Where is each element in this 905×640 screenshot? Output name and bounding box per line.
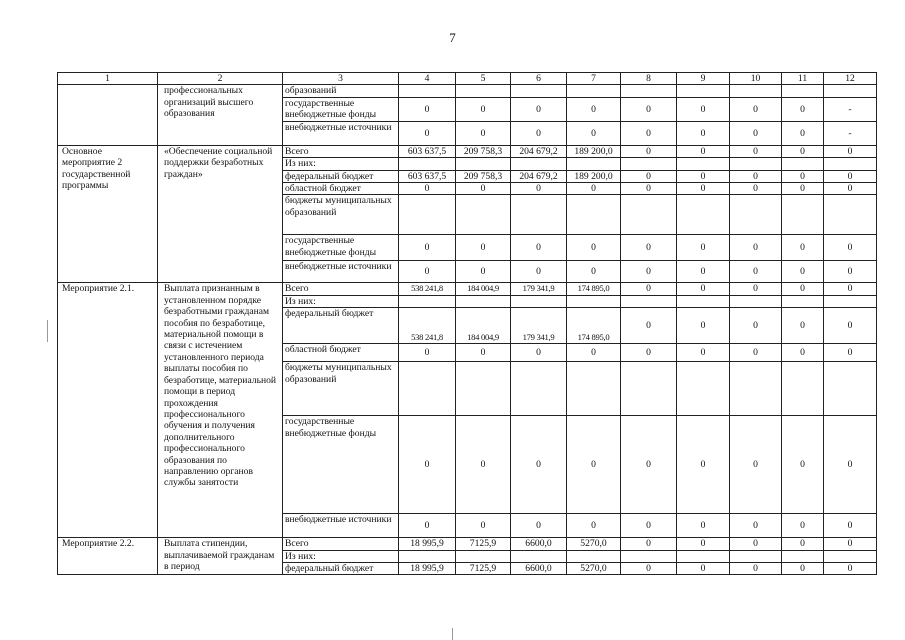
value-cell: 0 bbox=[399, 261, 456, 283]
value-cell bbox=[511, 550, 567, 562]
column-header: 7 bbox=[567, 73, 621, 85]
funding-source-cell: Всего bbox=[283, 538, 399, 550]
value-cell bbox=[511, 362, 567, 416]
funding-source-cell: образований bbox=[283, 85, 399, 97]
value-cell bbox=[456, 85, 511, 97]
value-cell: 0 bbox=[511, 121, 567, 145]
value-cell: 0 bbox=[621, 121, 677, 145]
funding-source-cell: Из них: bbox=[283, 295, 399, 307]
measure-code-cell: Основное мероприятие 2 государственной программы bbox=[58, 145, 158, 283]
value-cell: 0 bbox=[511, 235, 567, 261]
column-header: 10 bbox=[730, 73, 782, 85]
value-cell bbox=[730, 550, 782, 562]
column-header: 11 bbox=[782, 73, 824, 85]
value-cell: 204 679,2 bbox=[511, 145, 567, 157]
value-cell: 184 004,9 bbox=[456, 283, 511, 295]
funding-source-cell: федеральный бюджет bbox=[283, 170, 399, 182]
value-cell: 0 bbox=[677, 283, 730, 295]
value-cell bbox=[621, 85, 677, 97]
value-cell: 0 bbox=[824, 235, 877, 261]
value-cell bbox=[399, 85, 456, 97]
value-cell bbox=[511, 295, 567, 307]
scan-mark bbox=[47, 320, 48, 342]
value-cell: 0 bbox=[399, 344, 456, 362]
value-cell: 0 bbox=[677, 235, 730, 261]
value-cell: 0 bbox=[782, 97, 824, 121]
value-cell: 184 004,9 bbox=[456, 308, 511, 344]
value-cell: - bbox=[824, 97, 877, 121]
value-cell: 0 bbox=[456, 416, 511, 514]
value-cell bbox=[824, 85, 877, 97]
value-cell: 0 bbox=[730, 121, 782, 145]
value-cell bbox=[824, 195, 877, 235]
value-cell bbox=[677, 362, 730, 416]
column-header: 12 bbox=[824, 73, 877, 85]
value-cell: 0 bbox=[511, 261, 567, 283]
value-cell bbox=[782, 158, 824, 170]
value-cell: 0 bbox=[511, 416, 567, 514]
value-cell bbox=[824, 362, 877, 416]
measure-code-cell: Мероприятие 2.2. bbox=[58, 538, 158, 575]
value-cell bbox=[782, 550, 824, 562]
table-row bbox=[58, 283, 877, 295]
value-cell: 18 995,9 bbox=[399, 563, 456, 575]
value-cell: 0 bbox=[621, 344, 677, 362]
value-cell: 0 bbox=[730, 538, 782, 550]
value-cell: 0 bbox=[677, 514, 730, 538]
funding-source-cell: Всего bbox=[283, 283, 399, 295]
value-cell: 0 bbox=[567, 121, 621, 145]
value-cell: 0 bbox=[824, 283, 877, 295]
funding-source-cell: федеральный бюджет bbox=[283, 308, 399, 344]
value-cell: 0 bbox=[456, 261, 511, 283]
value-cell: 0 bbox=[824, 563, 877, 575]
value-cell bbox=[730, 158, 782, 170]
value-cell bbox=[730, 85, 782, 97]
value-cell: 0 bbox=[824, 308, 877, 344]
value-cell: 0 bbox=[730, 235, 782, 261]
value-cell: 0 bbox=[567, 344, 621, 362]
value-cell bbox=[399, 550, 456, 562]
value-cell: 0 bbox=[399, 514, 456, 538]
value-cell bbox=[567, 295, 621, 307]
value-cell bbox=[677, 550, 730, 562]
value-cell bbox=[511, 195, 567, 235]
value-cell: 0 bbox=[730, 514, 782, 538]
funding-source-cell: государственные внебюджетные фонды bbox=[283, 235, 399, 261]
page-number: 7 bbox=[449, 30, 456, 45]
value-cell: 179 341,9 bbox=[511, 308, 567, 344]
value-cell: 0 bbox=[621, 235, 677, 261]
value-cell: 209 758,3 bbox=[456, 145, 511, 157]
value-cell: 0 bbox=[511, 97, 567, 121]
column-header: 1 bbox=[58, 73, 158, 85]
value-cell bbox=[677, 295, 730, 307]
value-cell: 0 bbox=[621, 283, 677, 295]
value-cell: 179 341,9 bbox=[511, 283, 567, 295]
value-cell: 0 bbox=[677, 183, 730, 195]
value-cell: 0 bbox=[567, 235, 621, 261]
value-cell: 0 bbox=[677, 308, 730, 344]
value-cell bbox=[621, 362, 677, 416]
value-cell: 0 bbox=[824, 261, 877, 283]
value-cell bbox=[621, 195, 677, 235]
value-cell: 189 200,0 bbox=[567, 145, 621, 157]
funding-source-cell: областной бюджет bbox=[283, 183, 399, 195]
value-cell bbox=[511, 85, 567, 97]
value-cell bbox=[399, 158, 456, 170]
value-cell bbox=[511, 158, 567, 170]
value-cell: 0 bbox=[677, 145, 730, 157]
measure-name-cell: профессиональных организаций высшего образования bbox=[158, 85, 283, 145]
value-cell: 0 bbox=[456, 344, 511, 362]
column-header: 8 bbox=[621, 73, 677, 85]
value-cell: 0 bbox=[677, 97, 730, 121]
value-cell bbox=[730, 295, 782, 307]
funding-source-cell: Из них: bbox=[283, 158, 399, 170]
value-cell bbox=[824, 295, 877, 307]
column-number-row bbox=[58, 73, 877, 85]
value-cell: 0 bbox=[621, 416, 677, 514]
value-cell: 538 241,8 bbox=[399, 283, 456, 295]
value-cell: 0 bbox=[677, 416, 730, 514]
value-cell: 0 bbox=[824, 145, 877, 157]
value-cell: 0 bbox=[730, 97, 782, 121]
value-cell bbox=[782, 362, 824, 416]
measure-name-cell: Выплата стипендии, выплачиваемой гражданам в период bbox=[158, 538, 283, 575]
value-cell: 0 bbox=[511, 344, 567, 362]
value-cell: 0 bbox=[567, 514, 621, 538]
column-header: 3 bbox=[283, 73, 399, 85]
funding-source-cell: государственные внебюджетные фонды bbox=[283, 97, 399, 121]
value-cell: 18 995,9 bbox=[399, 538, 456, 550]
value-cell bbox=[782, 85, 824, 97]
value-cell: 0 bbox=[677, 344, 730, 362]
value-cell: 0 bbox=[621, 308, 677, 344]
value-cell: 174 895,0 bbox=[567, 283, 621, 295]
value-cell: 603 637,5 bbox=[399, 170, 456, 182]
funding-source-cell: внебюджетные источники bbox=[283, 261, 399, 283]
value-cell: 0 bbox=[782, 235, 824, 261]
value-cell bbox=[399, 295, 456, 307]
value-cell: 0 bbox=[399, 183, 456, 195]
value-cell: 0 bbox=[782, 121, 824, 145]
value-cell: 6600,0 bbox=[511, 563, 567, 575]
value-cell: 0 bbox=[621, 514, 677, 538]
value-cell bbox=[730, 195, 782, 235]
value-cell: 0 bbox=[730, 308, 782, 344]
funding-source-cell: областной бюджет bbox=[283, 344, 399, 362]
value-cell bbox=[824, 550, 877, 562]
value-cell bbox=[782, 195, 824, 235]
value-cell bbox=[567, 550, 621, 562]
value-cell: 0 bbox=[621, 170, 677, 182]
value-cell: 0 bbox=[567, 97, 621, 121]
value-cell: 0 bbox=[824, 538, 877, 550]
value-cell: 209 758,3 bbox=[456, 170, 511, 182]
value-cell: 0 bbox=[782, 416, 824, 514]
value-cell: 0 bbox=[782, 261, 824, 283]
funding-source-cell: государственные внебюджетные фонды bbox=[283, 416, 399, 514]
value-cell bbox=[456, 295, 511, 307]
value-cell bbox=[621, 295, 677, 307]
value-cell: 0 bbox=[456, 97, 511, 121]
value-cell: 0 bbox=[730, 170, 782, 182]
value-cell: 0 bbox=[567, 261, 621, 283]
value-cell: 0 bbox=[677, 563, 730, 575]
value-cell: 0 bbox=[824, 344, 877, 362]
value-cell bbox=[782, 295, 824, 307]
funding-source-cell: бюджеты муниципальных образований bbox=[283, 195, 399, 235]
value-cell bbox=[399, 362, 456, 416]
value-cell: 6600,0 bbox=[511, 538, 567, 550]
value-cell: 0 bbox=[567, 183, 621, 195]
value-cell: 0 bbox=[824, 514, 877, 538]
value-cell: 0 bbox=[456, 121, 511, 145]
value-cell: 0 bbox=[730, 283, 782, 295]
value-cell: 538 241,8 bbox=[399, 308, 456, 344]
value-cell bbox=[621, 158, 677, 170]
budget-table bbox=[57, 72, 877, 575]
value-cell bbox=[677, 85, 730, 97]
value-cell: 0 bbox=[782, 145, 824, 157]
table-row bbox=[58, 145, 877, 157]
value-cell: 0 bbox=[456, 235, 511, 261]
value-cell: 0 bbox=[782, 283, 824, 295]
column-header: 4 bbox=[399, 73, 456, 85]
value-cell: 0 bbox=[677, 170, 730, 182]
value-cell: 0 bbox=[621, 563, 677, 575]
funding-source-cell: внебюджетные источники bbox=[283, 514, 399, 538]
value-cell: 5270,0 bbox=[567, 538, 621, 550]
value-cell: 0 bbox=[730, 261, 782, 283]
value-cell: 0 bbox=[677, 538, 730, 550]
value-cell: 0 bbox=[511, 514, 567, 538]
column-header: 9 bbox=[677, 73, 730, 85]
value-cell bbox=[677, 158, 730, 170]
scan-mark bbox=[452, 628, 453, 640]
value-cell bbox=[399, 195, 456, 235]
value-cell: 0 bbox=[456, 183, 511, 195]
value-cell bbox=[677, 195, 730, 235]
value-cell: 0 bbox=[782, 170, 824, 182]
column-header: 2 bbox=[158, 73, 283, 85]
value-cell bbox=[567, 195, 621, 235]
funding-source-cell: Из них: bbox=[283, 550, 399, 562]
value-cell: 0 bbox=[782, 344, 824, 362]
value-cell: 0 bbox=[730, 183, 782, 195]
measure-name-cell: «Обеспечение социальной поддержки безработных граждан» bbox=[158, 145, 283, 283]
funding-source-cell: бюджеты муниципальных образований bbox=[283, 362, 399, 416]
value-cell: 603 637,5 bbox=[399, 145, 456, 157]
value-cell: 0 bbox=[730, 145, 782, 157]
measure-code-cell: Мероприятие 2.1. bbox=[58, 283, 158, 538]
value-cell: 0 bbox=[782, 538, 824, 550]
value-cell: 0 bbox=[677, 261, 730, 283]
value-cell: 0 bbox=[621, 145, 677, 157]
value-cell: 7125,9 bbox=[456, 563, 511, 575]
value-cell: 189 200,0 bbox=[567, 170, 621, 182]
funding-source-cell: внебюджетные источники bbox=[283, 121, 399, 145]
value-cell bbox=[456, 550, 511, 562]
value-cell: 0 bbox=[621, 97, 677, 121]
column-header: 6 bbox=[511, 73, 567, 85]
value-cell: 0 bbox=[730, 344, 782, 362]
table-row bbox=[58, 538, 877, 550]
value-cell: 0 bbox=[621, 261, 677, 283]
value-cell: - bbox=[824, 121, 877, 145]
value-cell: 7125,9 bbox=[456, 538, 511, 550]
value-cell: 0 bbox=[782, 308, 824, 344]
value-cell: 0 bbox=[782, 183, 824, 195]
value-cell: 0 bbox=[621, 183, 677, 195]
table-row bbox=[58, 85, 877, 97]
value-cell bbox=[824, 158, 877, 170]
funding-source-cell: Всего bbox=[283, 145, 399, 157]
measure-name-cell: Выплата признанным в установленном порядке безработными гражданам пособия по безработице, материальной помощи в связи с истечением установленного периода выплаты пособия по безработице, материальной помощи в период прохождения профессионального обучения и получения дополнительного профессионального образования по направлению органов службы занятости bbox=[158, 283, 283, 538]
value-cell: 174 895,0 bbox=[567, 308, 621, 344]
value-cell: 0 bbox=[399, 235, 456, 261]
value-cell: 0 bbox=[456, 514, 511, 538]
value-cell: 0 bbox=[511, 183, 567, 195]
value-cell: 0 bbox=[399, 416, 456, 514]
value-cell: 204 679,2 bbox=[511, 170, 567, 182]
value-cell: 0 bbox=[399, 121, 456, 145]
measure-code-cell bbox=[58, 85, 158, 145]
funding-source-cell: федеральный бюджет bbox=[283, 563, 399, 575]
value-cell bbox=[456, 195, 511, 235]
value-cell: 0 bbox=[567, 416, 621, 514]
value-cell: 0 bbox=[730, 416, 782, 514]
value-cell bbox=[456, 362, 511, 416]
value-cell: 5270,0 bbox=[567, 563, 621, 575]
value-cell: 0 bbox=[782, 563, 824, 575]
value-cell bbox=[567, 158, 621, 170]
value-cell bbox=[567, 85, 621, 97]
value-cell: 0 bbox=[824, 170, 877, 182]
value-cell bbox=[621, 550, 677, 562]
column-header: 5 bbox=[456, 73, 511, 85]
value-cell: 0 bbox=[730, 563, 782, 575]
value-cell: 0 bbox=[824, 416, 877, 514]
value-cell: 0 bbox=[399, 97, 456, 121]
value-cell: 0 bbox=[621, 538, 677, 550]
value-cell: 0 bbox=[782, 514, 824, 538]
value-cell bbox=[730, 362, 782, 416]
value-cell bbox=[456, 158, 511, 170]
value-cell: 0 bbox=[677, 121, 730, 145]
value-cell: 0 bbox=[824, 183, 877, 195]
value-cell bbox=[567, 362, 621, 416]
